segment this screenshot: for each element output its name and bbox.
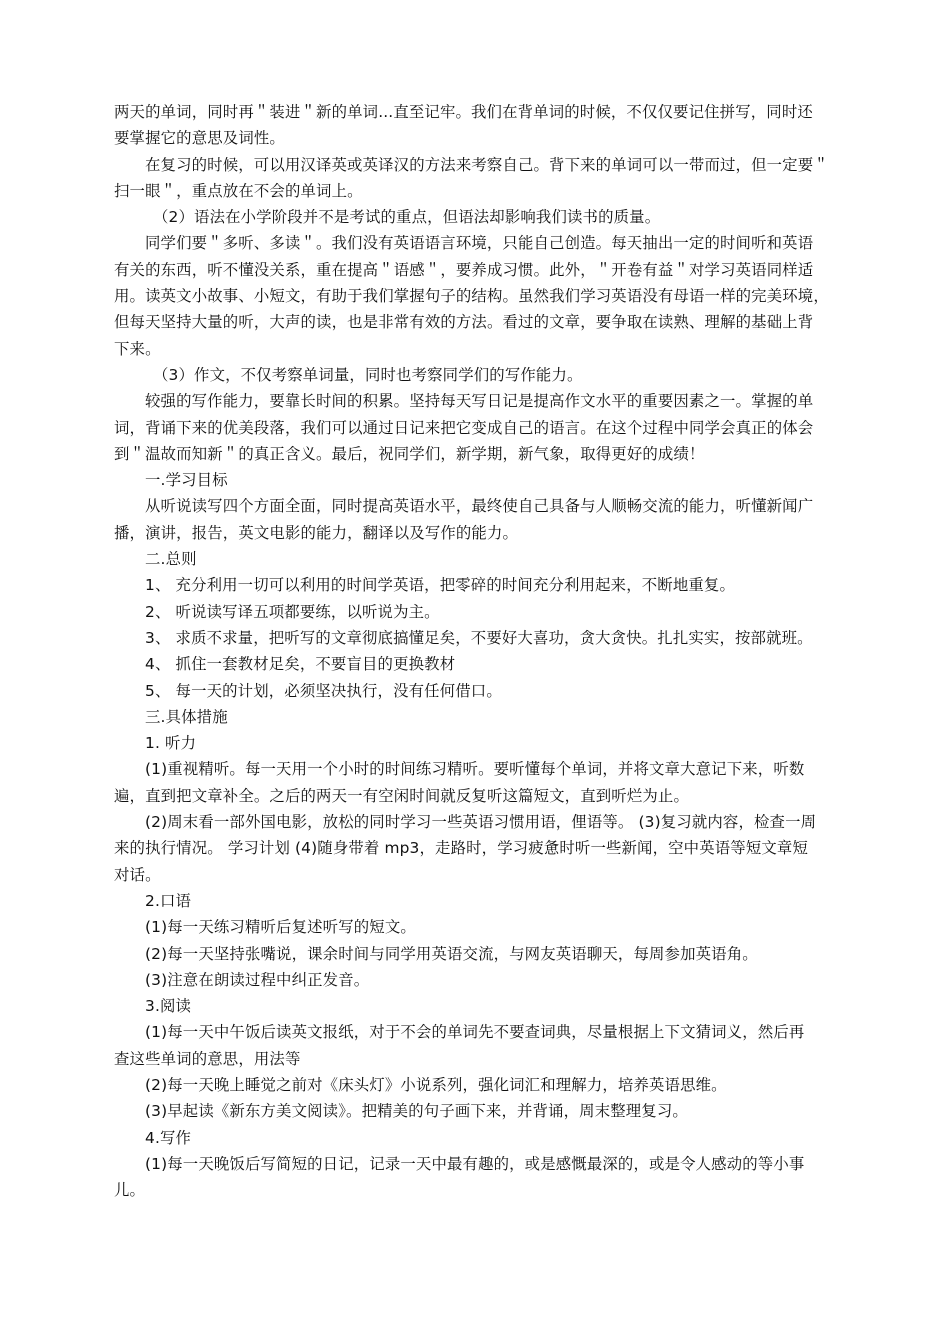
text-line: 1. 听力: [145, 734, 197, 753]
text-line: 遍，直到把文章补全。之后的两天一有空闲时间就反复听这篇短文，直到听烂为止。: [114, 786, 690, 805]
text-line: 用。读英文小故事、小短文，有助于我们掌握句子的结构。虽然我们学习英语没有母语一样的完美环境，: [114, 287, 829, 306]
text-line: 但每天坚持大量的听，大声的读，也是非常有效的方法。看过的文章，要争取在读熟、理解的基础上背: [114, 313, 814, 332]
text-line: 1、 充分利用一切可以利用的时间学英语，把零碎的时间充分利用起来，不断地重复。: [145, 576, 735, 595]
text-line: 4.写作: [145, 1128, 192, 1147]
text-line: 3、 求质不求量，把听写的文章彻底搞懂足矣，不要好大喜功，贪大贪快。扎扎实实，按部就班。: [145, 628, 813, 647]
text-line: （3）作文，不仅考察单词量，同时也考察同学们的写作能力。: [153, 365, 583, 384]
text-line: (3)早起读《新东方美文阅读》。把精美的句子画下来，并背诵，周末整理复习。: [145, 1102, 688, 1121]
text-line: 到＂温故而知新＂的真正含义。最后，祝同学们，新学期，新气象，取得更好的成绩！: [114, 444, 705, 463]
text-line: (2)每一天晚上睡觉之前对《床头灯》小说系列，强化词汇和理解力，培养英语思维。: [145, 1075, 727, 1094]
text-line: 播，演讲，报告，英文电影的能力，翻译以及写作的能力。: [114, 523, 519, 542]
text-line: (2)周末看一部外国电影，放松的同时学习一些英语习惯用语，俚语等。 (3)复习就内容，检查一周: [145, 813, 817, 832]
text-line: (1)每一天晚饭后写简短的日记，记录一天中最有趣的，或是感慨最深的，或是令人感动的等小事: [145, 1154, 805, 1173]
text-line: 同学们要＂多听、多读＂。我们没有英语语言环境，只能自己创造。每天抽出一定的时间听和英语: [145, 234, 814, 253]
text-line: 三.具体措施: [145, 707, 228, 726]
text-line: (1)重视精听。每一天用一个小时的时间练习精听。要听懂每个单词，并将文章大意记下来，听数: [145, 760, 805, 779]
text-line: (2)每一天坚持张嘴说，课余时间与同学用英语交流，与网友英语聊天，每周参加英语角。: [145, 944, 758, 963]
text-line: 2、 听说读写译五项都要练，以听说为主。: [145, 602, 440, 621]
text-line: 下来。: [114, 339, 161, 358]
text-line: 5、 每一天的计划，必须坚决执行，没有任何借口。: [145, 681, 502, 700]
text-line: (1)每一天中午饭后读英文报纸，对于不会的单词先不要查词典，尽量根据上下文猜词义，然后再: [145, 1023, 805, 1042]
text-line: 扫一眼＂，重点放在不会的单词上。: [114, 181, 363, 200]
text-line: 一.学习目标: [145, 471, 228, 490]
text-line: 二.总则: [145, 550, 197, 569]
text-line: （2）语法在小学阶段并不是考试的重点，但语法却影响我们读书的质量。: [153, 208, 661, 227]
text-line: 要掌握它的意思及词性。: [114, 129, 285, 148]
text-line: 较强的写作能力，要靠长时间的积累。坚持每天写日记是提高作文水平的重要因素之一。掌握的单: [145, 392, 814, 411]
text-line: 3.阅读: [145, 997, 192, 1016]
text-line: 从听说读写四个方面全面，同时提高英语水平，最终使自己具备与人顺畅交流的能力，听懂新闻广: [145, 497, 814, 516]
text-line: 对话。: [114, 865, 161, 884]
text-line: 来的执行情况。 学习计划 (4)随身带着 mp3，走路时，学习疲惫时听一些新闻，空中英语等短文章短: [114, 839, 809, 858]
text-line: 儿。: [114, 1181, 146, 1200]
text-line: 词，背诵下来的优美段落，我们可以通过日记来把它变成自己的语言。在这个过程中同学会真正的体会: [114, 418, 814, 437]
text-line: 4、 抓住一套教材足矣，不要盲目的更换教材: [145, 655, 456, 674]
text-line: 2.口语: [145, 891, 192, 910]
text-line: 有关的东西，听不懂没关系，重在提高＂语感＂，要养成习惯。此外，＂开卷有益＂对学习英语同样适: [114, 260, 814, 279]
text-line: 在复习的时候，可以用汉译英或英译汉的方法来考察自己。背下来的单词可以一带而过，但一定要＂: [145, 155, 829, 174]
text-line: (1)每一天练习精听后复述听写的短文。: [145, 918, 416, 937]
text-line: (3)注意在朗读过程中纠正发音。: [145, 970, 370, 989]
text-line: 两天的单词，同时再＂装进＂新的单词...直至记牢。我们在背单词的时候，不仅仅要记住拼写，同时还: [114, 103, 813, 121]
text-line: 查这些单词的意思，用法等: [114, 1049, 301, 1068]
